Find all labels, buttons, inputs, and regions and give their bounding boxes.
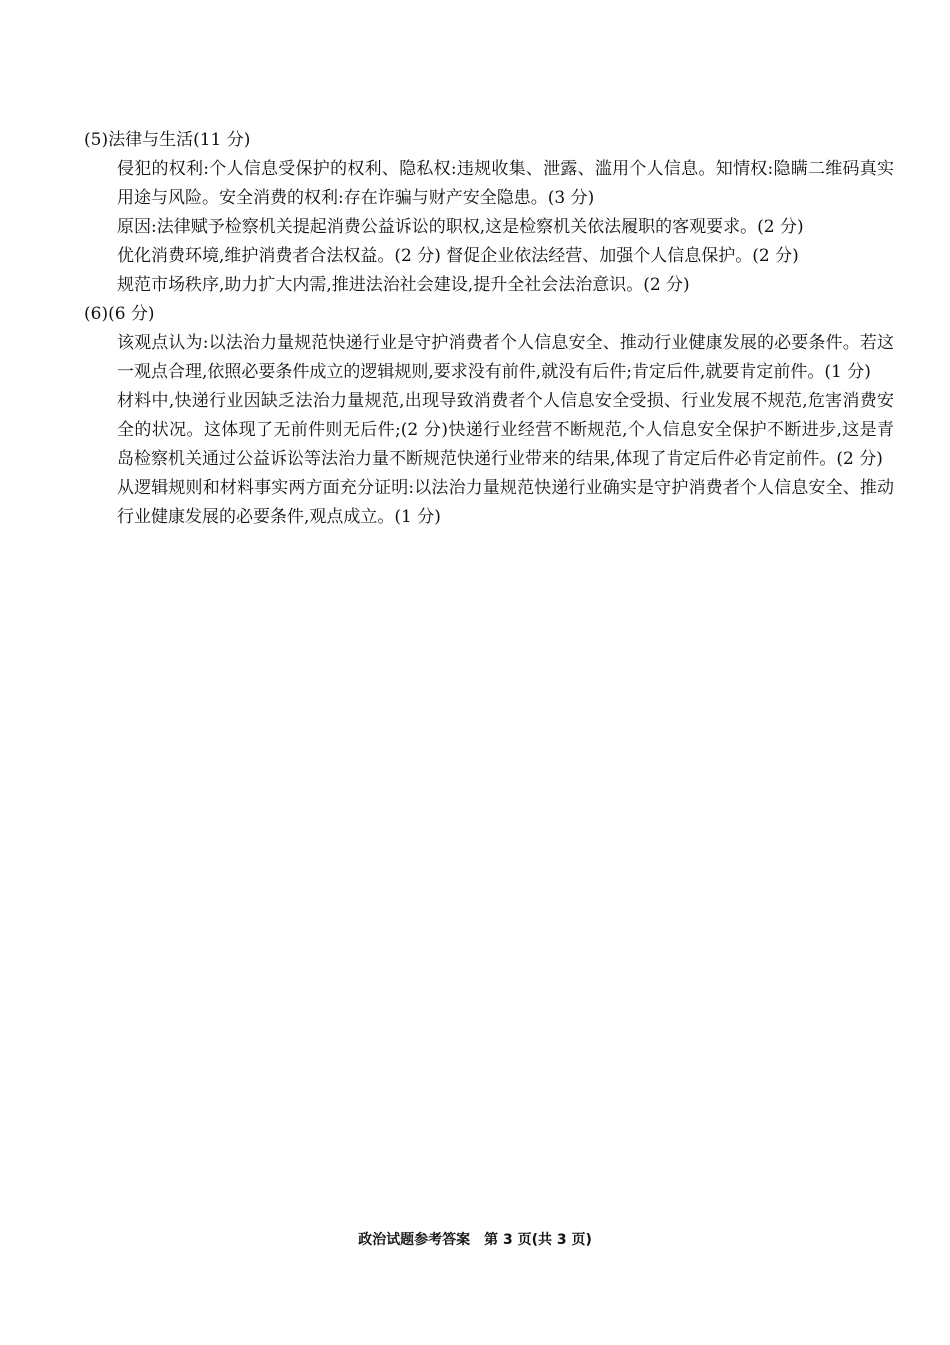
section-6-paragraph-1: 该观点认为:以法治力量规范快递行业是守护消费者个人信息安全、推动行业健康发展的必要条件。若这一观点合理,依照必要条件成立的逻辑规则,要求没有前件,就没有后件;肯定后件,就要肯定前件。(1 分): [117, 333, 894, 382]
section-5-paragraph-2: 原因:法律赋予检察机关提起消费公益诉讼的职权,这是检察机关依法履职的客观要求。(2 分): [117, 217, 804, 237]
section-5-heading: (5)法律与生活(11 分): [84, 130, 251, 150]
section-5-paragraph-1: 侵犯的权利:个人信息受保护的权利、隐私权:违规收集、泄露、滥用个人信息。知情权:隐瞒二维码真实用途与风险。安全消费的权利:存在诈骗与财产安全隐患。(3 分): [117, 159, 894, 208]
section-6-paragraph-2: 材料中,快递行业因缺乏法治力量规范,出现导致消费者个人信息安全受损、行业发展不规范,危害消费安全的状况。这体现了无前件则无后件;(2 分)快递行业经营不断规范,个人信息安全保护不断进步,这是青岛检察机关通过公益诉讼等法治力量不断规范快递行业带来的结果,体现了肯定后件必肯定前件。(2 分): [117, 391, 894, 469]
section-6-heading: (6)(6 分): [84, 304, 155, 324]
footer-title: 政治试题参考答案: [358, 1232, 471, 1248]
section-6-paragraph-3: 从逻辑规则和材料事实两方面充分证明:以法治力量规范快递行业确实是守护消费者个人信息安全、推动行业健康发展的必要条件,观点成立。(1 分): [117, 478, 894, 527]
footer-page-number: 第 3 页(共 3 页): [484, 1232, 592, 1248]
page-footer: [0, 1230, 950, 1250]
answer-content: [84, 126, 894, 532]
section-5-paragraph-4: 规范市场秩序,助力扩大内需,推进法治社会建设,提升全社会法治意识。(2 分): [117, 275, 690, 295]
section-5-paragraph-3: 优化消费环境,维护消费者合法权益。(2 分) 督促企业依法经营、加强个人信息保护。(2 分): [117, 246, 799, 266]
